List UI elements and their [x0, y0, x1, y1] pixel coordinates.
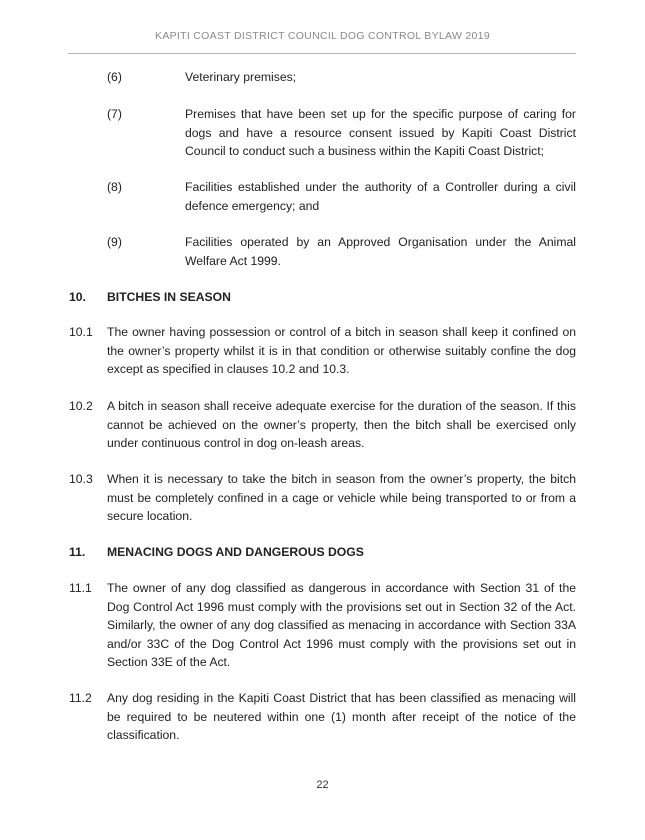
list-item-number: (6): [107, 70, 122, 84]
clause-text: The owner having possession or control of a bitch in season shall keep it confined on the owner’s property whilst it is in that condition or otherwise suitably confine the dog except as specified in clauses 10.2 and 10.3.: [107, 325, 576, 376]
section-title: BITCHES IN SEASON: [107, 290, 231, 304]
section-number: 11.: [69, 545, 86, 559]
clause-text: A bitch in season shall receive adequate exercise for the duration of the season. If this cannot be achieved on the owner’s property, then the bitch shall be exercised only under continuous control in dog on-leash areas.: [107, 399, 576, 450]
clause-number: 11.1: [69, 581, 92, 595]
list-item-number: (8): [107, 180, 122, 194]
list-item-number: (7): [107, 107, 122, 121]
clause-text: Any dog residing in the Kapiti Coast District that has been classified as menacing will be required to be neutered within one (1) month after receipt of the notice of the classification.: [107, 691, 576, 742]
clause-number: 10.3: [69, 472, 93, 486]
clause-text: When it is necessary to take the bitch in season from the owner’s property, the bitch must be completely confined in a cage or vehicle while being transported to or from a secure location.: [107, 472, 576, 523]
list-item-text: Premises that have been set up for the specific purpose of caring for dogs and have a resource consent issued by Kapiti Coast District Council to conduct such a business within the Kapiti Coast District;: [185, 107, 576, 158]
section-title: MENACING DOGS AND DANGEROUS DOGS: [107, 545, 364, 559]
clause-text: The owner of any dog classified as dangerous in accordance with Section 31 of the Dog Control Act 1996 must comply with the provisions set out in Section 32 of the Act. Similarly, the owner of any dog classified as menacing in accordance with Section 33A and/or 33C of the Dog Control Act 1996 must comply with the provisions set out in Section 33E of the Act.: [107, 581, 576, 669]
running-header: KAPITI COAST DISTRICT COUNCIL DOG CONTROL BYLAW 2019: [155, 30, 490, 42]
clause-number: 11.2: [69, 691, 92, 705]
page-number: 22: [316, 779, 329, 791]
list-item-number: (9): [107, 235, 122, 249]
list-item-text: Facilities established under the authority of a Controller during a civil defence emergency; and: [185, 180, 576, 213]
header-divider: [68, 53, 576, 54]
clause-number: 10.1: [69, 325, 93, 339]
list-item-text: Veterinary premises;: [185, 70, 297, 84]
list-item-text: Facilities operated by an Approved Organisation under the Animal Welfare Act 1999.: [185, 235, 576, 268]
clause-number: 10.2: [69, 399, 93, 413]
section-number: 10.: [69, 290, 86, 304]
